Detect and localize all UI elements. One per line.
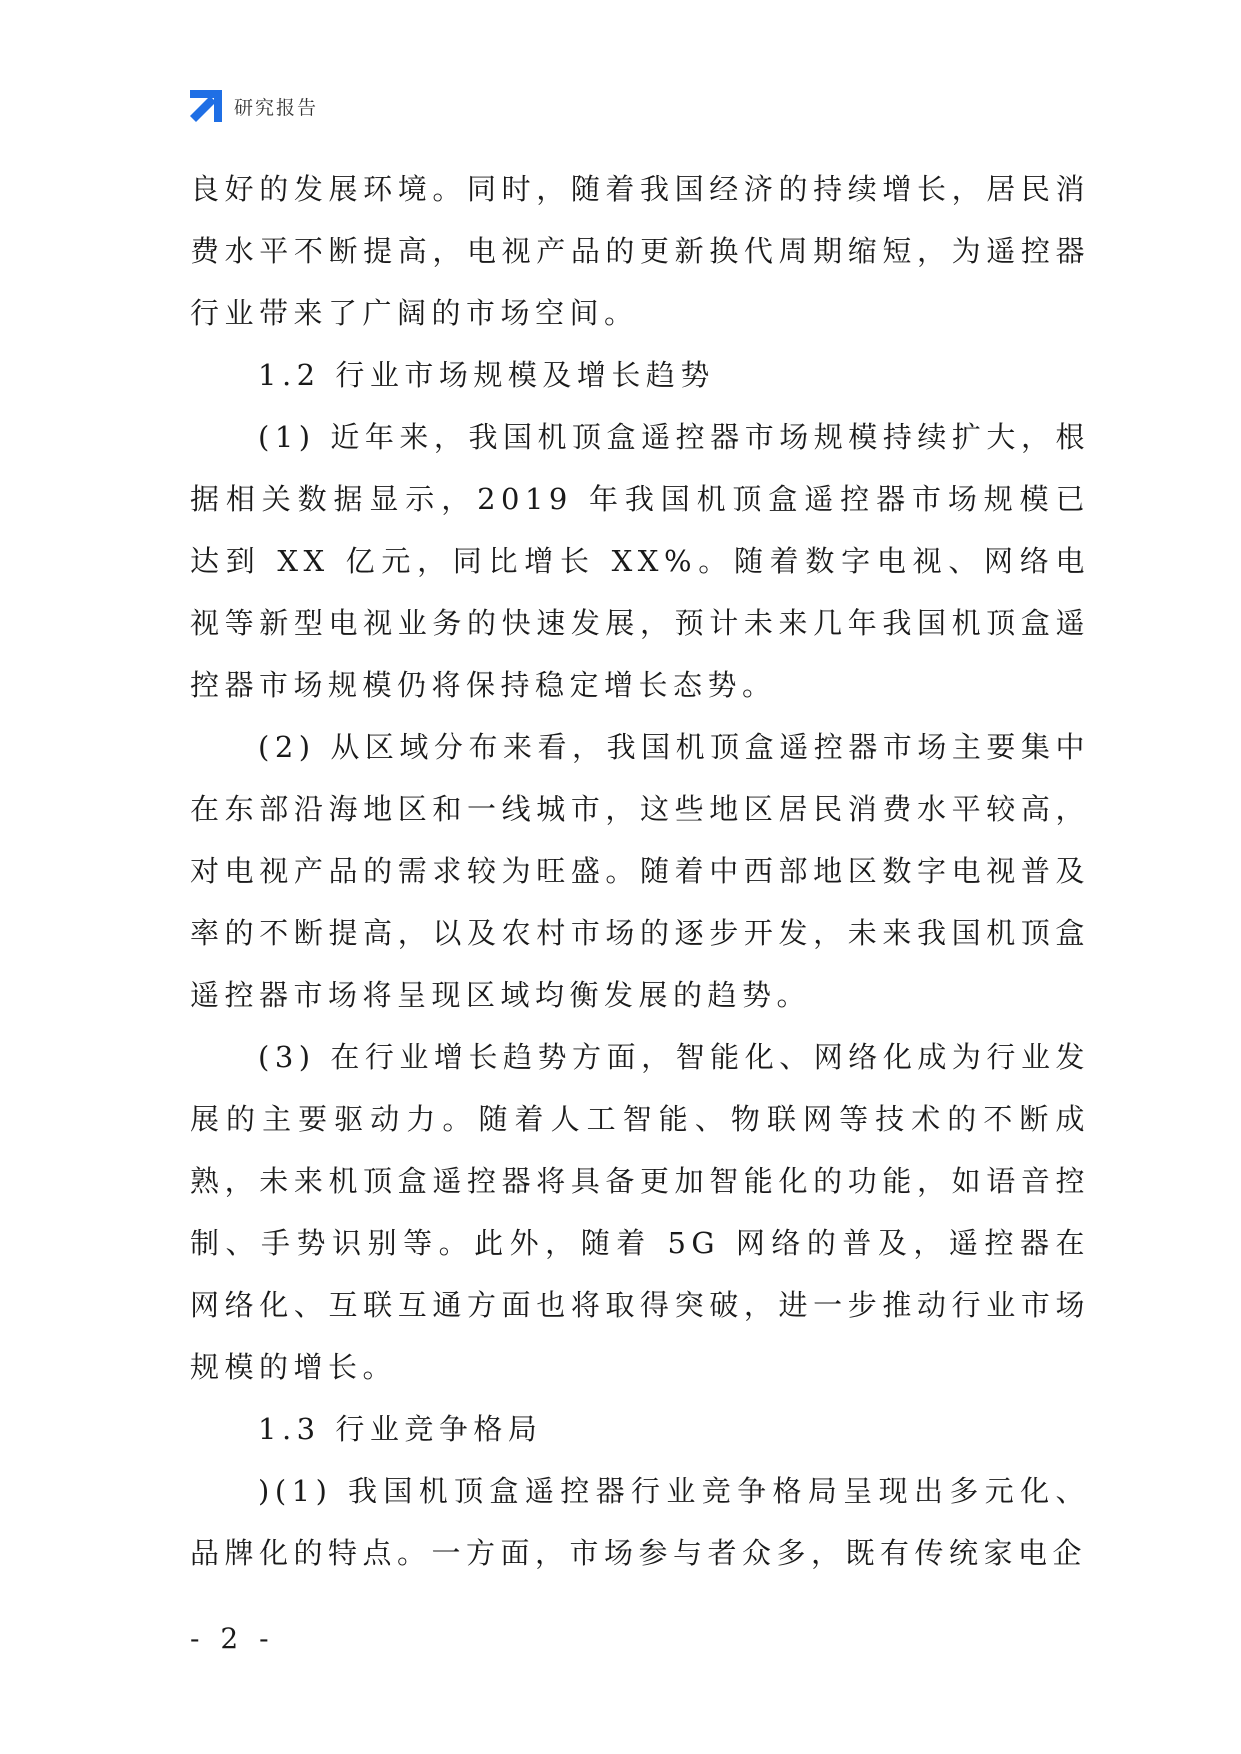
paragraph-regional-distribution: (2) 从区域分布来看，我国机顶盒遥控器市场主要集中在东部沿海地区和一线城市，这些地区居民消费水平较高，对电视产品的需求较为旺盛。随着中西部地区数字电视普及率的不断提高，以及农村市场的逐步开发，未来我国机顶盒遥控器市场将呈现区域均衡发展的趋势。 [190,730,1090,1012]
header-title: 研究报告 [234,96,319,119]
document-body [190,158,1090,1584]
section-heading-1-2: 1.2 行业市场规模及增长趋势 [258,358,715,392]
arrow-logo-icon [190,90,222,122]
paragraph-market-size: (1) 近年来，我国机顶盒遥控器市场规模持续扩大，根据相关数据显示，2019 年我国机顶盒遥控器市场规模已达到 XX 亿元，同比增长 XX%。随着数字电视、网络电视等新型电视业务的快速发展，预计未来几年我国机顶盒遥控器市场规模仍将保持稳定增长态势。 [190,420,1090,702]
paragraph-continued: 良好的发展环境。同时，随着我国经济的持续增长，居民消费水平不断提高，电视产品的更新换代周期缩短，为遥控器行业带来了广阔的市场空间。 [190,172,1090,330]
page-header [190,88,318,124]
section-heading-1-3: 1.3 行业竞争格局 [258,1412,543,1446]
paragraph-competition: )(1) 我国机顶盒遥控器行业竞争格局呈现出多元化、品牌化的特点。一方面，市场参与者众多，既有传统家电企 [190,1474,1090,1570]
page-number: - 2 - [190,1622,275,1655]
paragraph-growth-trend: (3) 在行业增长趋势方面，智能化、网络化成为行业发展的主要驱动力。随着人工智能、物联网等技术的不断成熟，未来机顶盒遥控器将具备更加智能化的功能，如语音控制、手势识别等。此外，随着 5G 网络的普及，遥控器在网络化、互联互通方面也将取得突破，进一步推动行业市场规模的增长。 [190,1040,1090,1384]
